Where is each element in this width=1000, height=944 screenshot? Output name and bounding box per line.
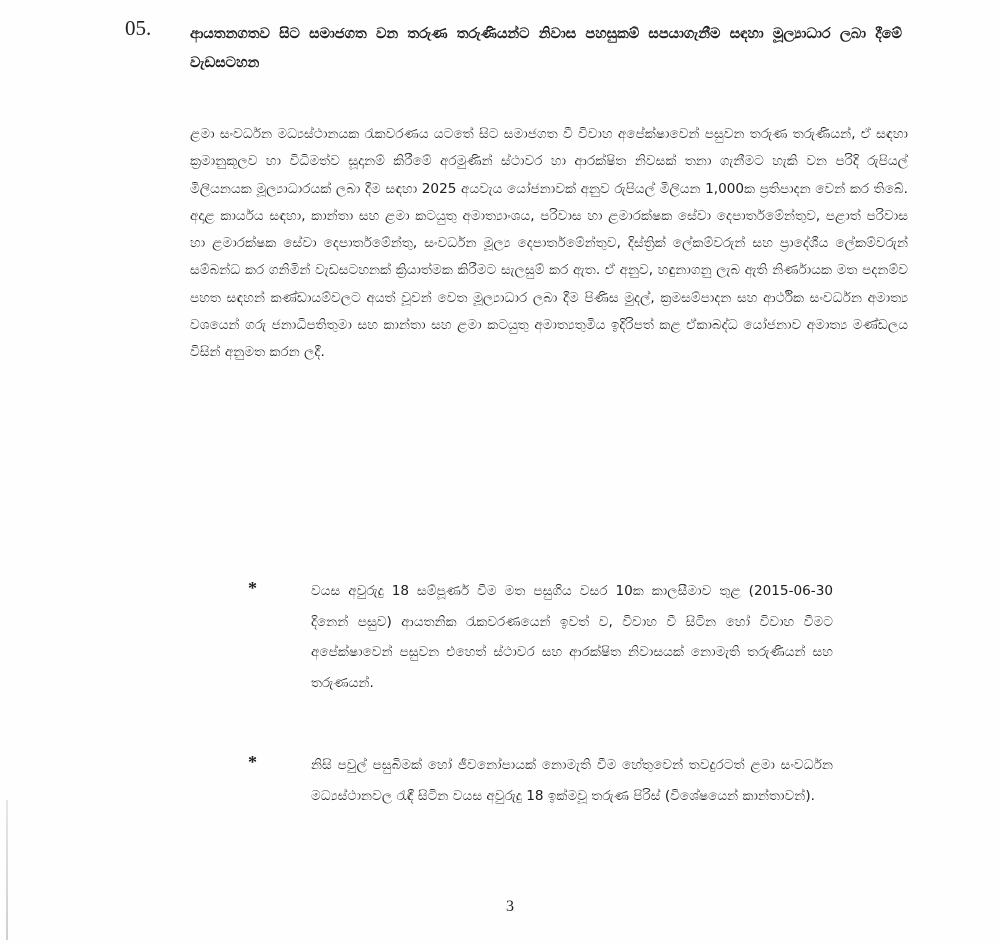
list-item-text: නිසි පවුල් පසුබිමක් හෝ ජීවනෝපායක් නොමැති වීම හේතුවෙන් තවදුරටත් ළමා සංවර්ධන මධ්‍යස්ථානවල රැඳී සිටින වයස අවුරුදු 18 ඉක්මවූ තරුණ පිරිස් (විශේෂයෙන් කාන්තාවන්). (311, 757, 833, 804)
bullet-marker: * (248, 578, 257, 598)
list-item-text: වයස අවුරුදු 18 සම්පූර්ණ වීම මත පසුගිය වසර 10ක කාලසීමාව තුළ (2015-06-30 දිනෙන් පසුව) ආයතනික රැකවරණයෙන් ඉවත් ව, විවාහ වී සිටින හෝ විවාහ වීමට අපේක්ෂාවෙන් පසුවන එහෙත් ස්ථාවර සහ ආරක්ෂිත නිවාසයක් නොමැති තරුණියන් සහ තරුණයන්. (311, 583, 833, 691)
section-title: ආයතනගතව සිට සමාජගත වන තරුණ තරුණියන්ට නිවාස පහසුකම් සපයාගැනීම සඳහා මූල්‍යාධාර ලබා දීමේ වැඩසටහන (190, 26, 902, 71)
body-paragraph: ළමා සංවර්ධන මධ්‍යස්ථානයක රැකවරණය යටතේ සිට සමාජගත වී විවාහ අපේක්ෂාවෙන් පසුවන තරුණ තරුණියන්, ඒ සඳහා ක්‍රමානුකූලව හා විධිමත්ව සූදානම් කිරීමේ අරමුණින් ස්ථාවර හා ආරක්ෂිත නිවසක් තනා ගැනීමට හැකි වන පරිදි රුපියල් මිලියනයක මූල්‍යාධාරයක් ලබා දීම සඳහා 2025 අයවැය යෝජනාවක් අනුව රුපියල් මිලියන 1,000ක ප්‍රතිපාදන වෙන් කර තිබේ. අදාළ කාර්යය සඳහා, කාන්තා සහ ළමා කටයුතු අමාත්‍යාංශය, පරිවාස හා ළමාරක්ෂක සේවා දෙපාර්තමේන්තුව, පළාත් පරිවාස හා ළමාරක්ෂක සේවා දෙපාර්තමේන්තු, සංවර්ධන මූල්‍ය දෙපාර්තමේන්තුව, දිස්ත්‍රික් ලේකම්වරුන් සහ ප්‍රාදේශීය ලේකම්වරුන් සම්බන්ධ කර ගනිමින් වැඩසටහනක් ක්‍රියාත්මක කිරීමට සැලසුම් කර ඇත. ඒ අනුව, හඳුනාගනු ලැබ ඇති නිර්ණායක මත පදනම්ව පහත සඳහන් කණ්ඩායම්වලට අයත් වූවන් වෙත මූල්‍යාධාර ලබා දීම පිණිස මුදල්, ක්‍රමසම්පාදන සහ ආර්ථික සංවර්ධන අමාත්‍ය වශයෙන් ගරු ජනාධිපතිතුමා සහ කාන්තා සහ ළමා කටයුතු අමාත්‍යතුමිය ඉදිරිපත් කළ ඒකාබද්ධ යෝජනාව අමාත්‍ය මණ්ඩලය විසින් අනුමත කරන ලදී. (190, 126, 909, 361)
scan-edge-mark (6, 800, 8, 940)
bullet-marker: * (248, 752, 257, 772)
page-number: 3 (506, 898, 514, 915)
section-number: 05. (125, 16, 152, 40)
